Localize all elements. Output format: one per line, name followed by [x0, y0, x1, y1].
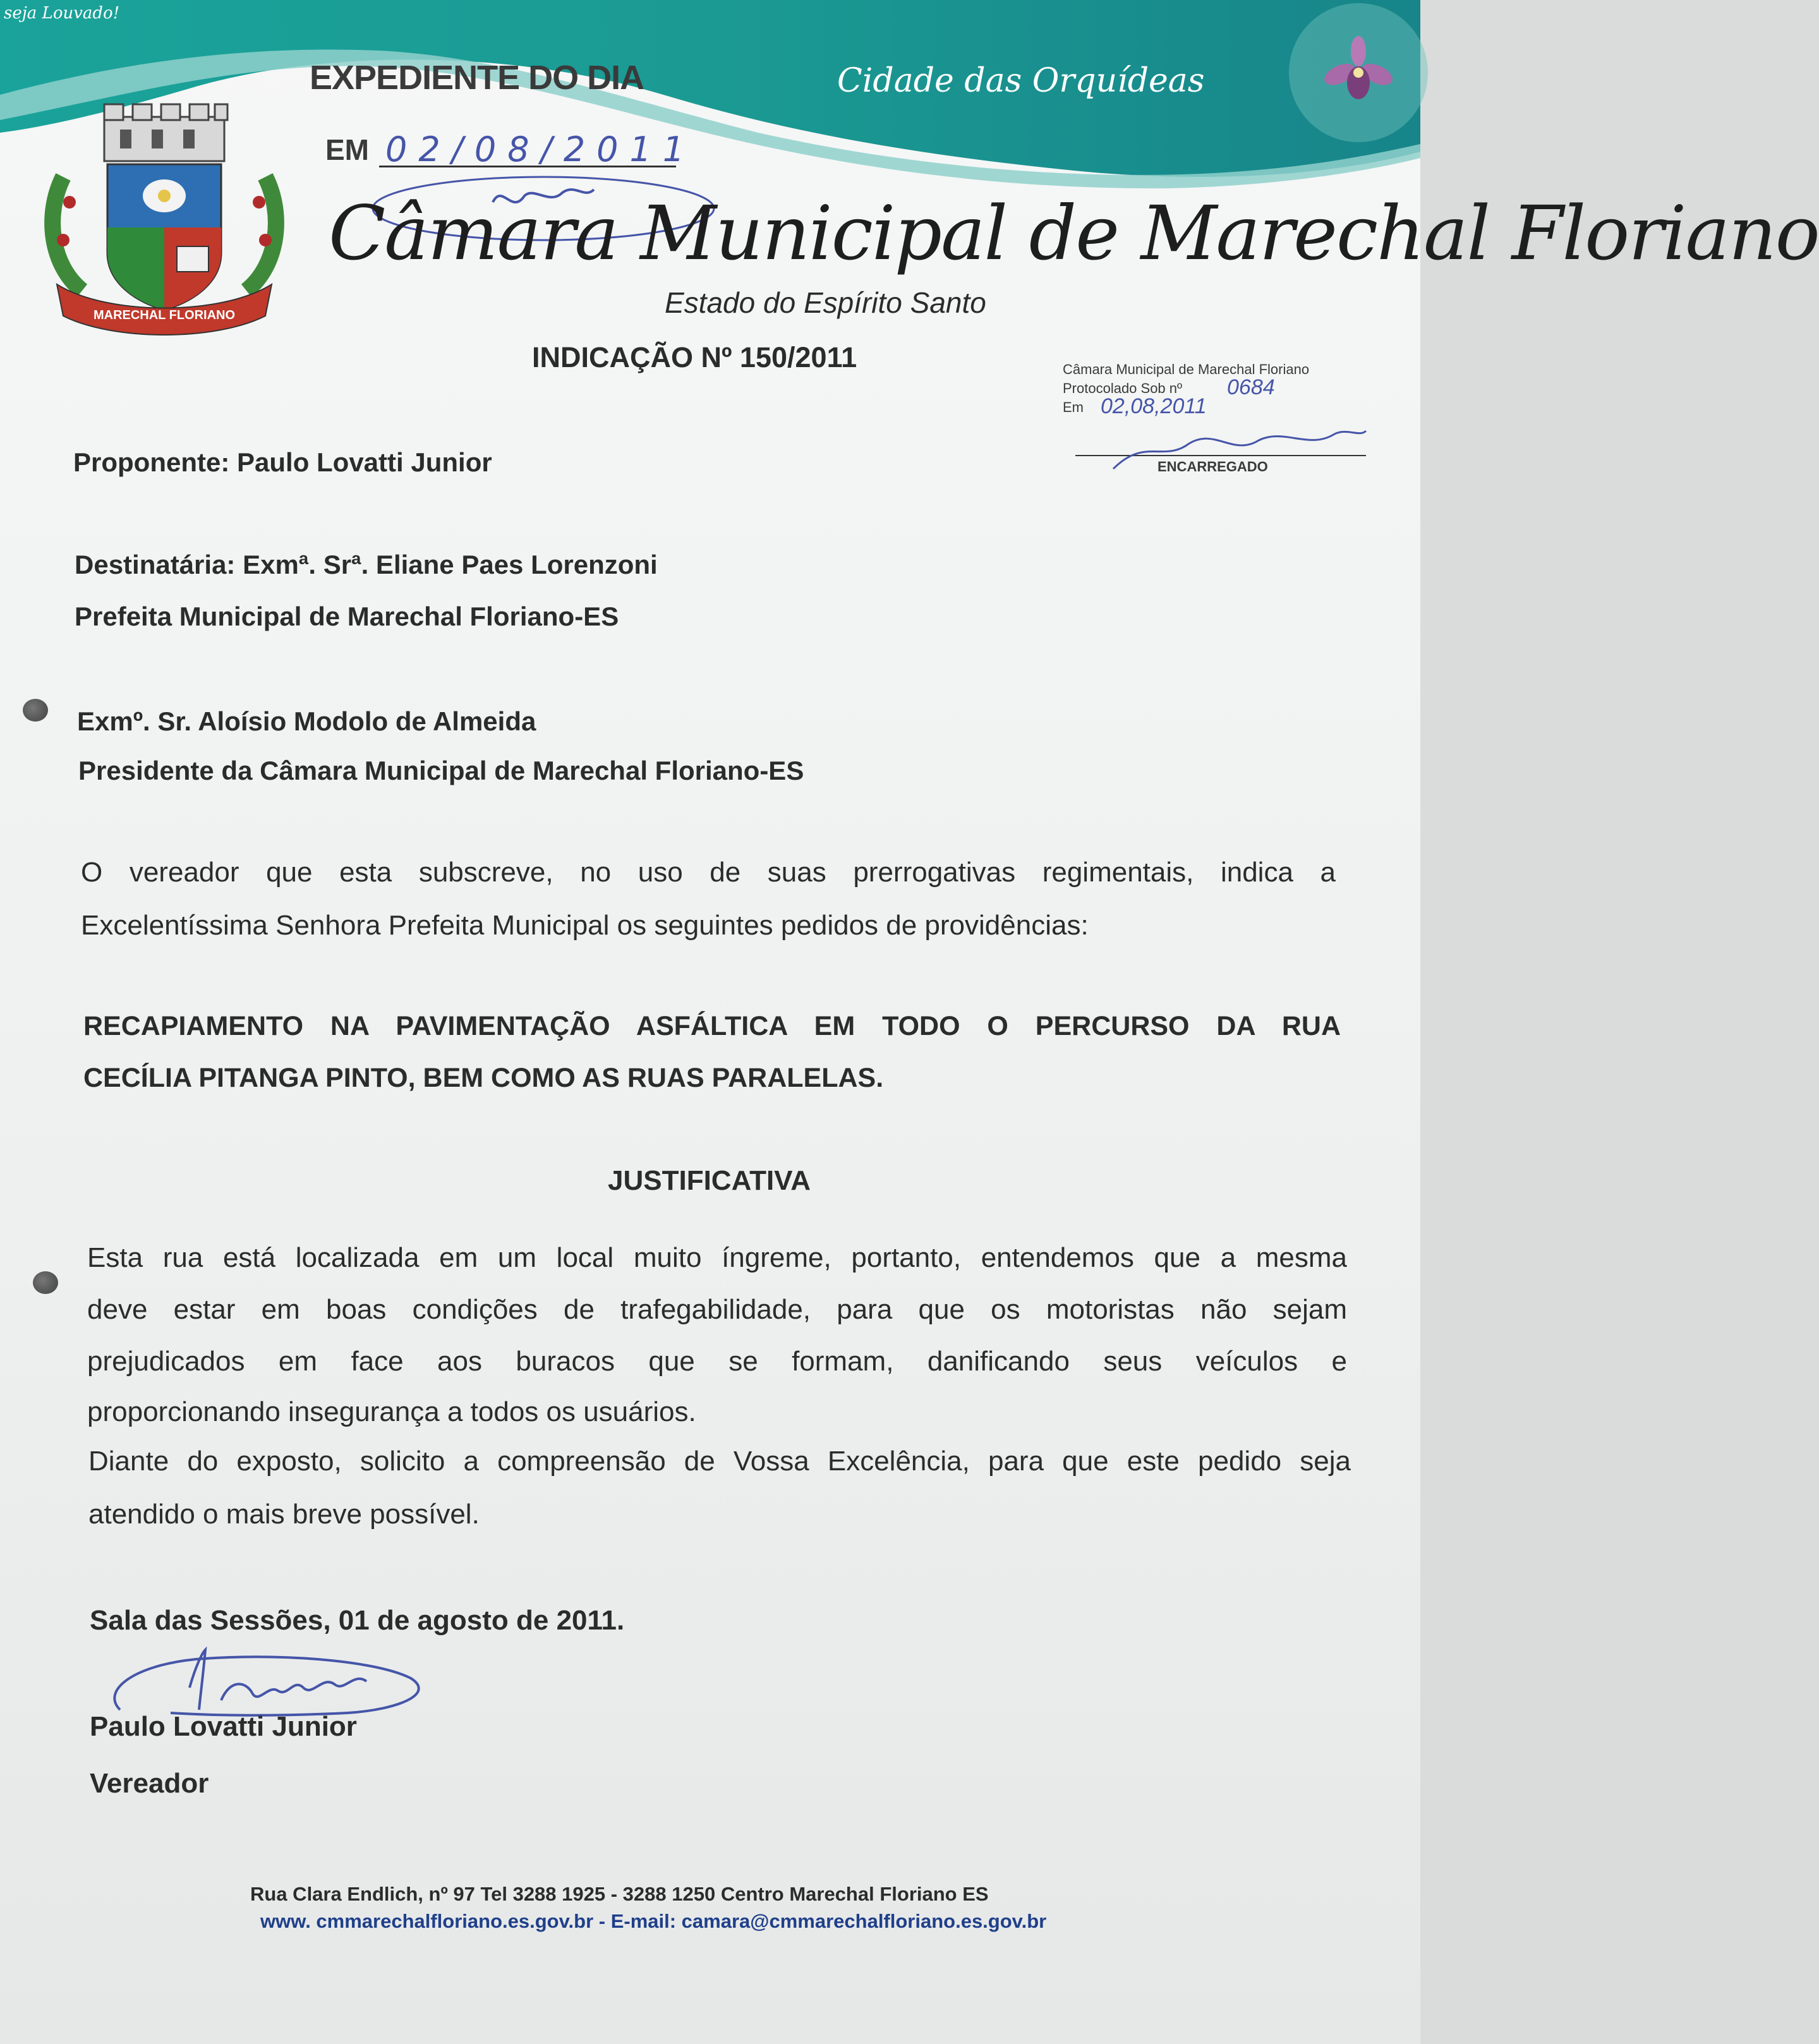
stamp-number: 0684 [1227, 375, 1275, 399]
motto-text: seja Louvado! [4, 4, 120, 23]
cidade-slogan: Cidade das Orquídeas [837, 62, 1205, 100]
justificativa-line2: deve estar em boas condições de trafegabilidade, para que os motoristas não sejam [87, 1294, 1347, 1325]
crown-icon [104, 104, 227, 161]
justificativa-line1: Esta rua está localizada em um local muito íngreme, portanto, entendemos que a mesma [87, 1242, 1347, 1273]
stamp-line-protocolado: Protocolado Sob nº [1063, 380, 1183, 396]
intro-line1: O vereador que esta subscreve, no uso de suas prerrogativas regimentais, indica a [81, 857, 1336, 888]
justificativa-line6: atendido o mais breve possível. [88, 1499, 480, 1530]
em-label: EM [325, 133, 369, 166]
pedido-line1: RECAPIAMENTO NA PAVIMENTAÇÃO ASFÁLTICA EM TODO O PERCURSO DA RUA [83, 1011, 1341, 1041]
handwritten-date: 02/08/2011 [385, 130, 696, 169]
punch-hole-bottom [33, 1271, 58, 1294]
crest-ribbon-text: MARECHAL FLORIANO [93, 308, 236, 322]
stamp-signature [1107, 425, 1372, 475]
footer-web-email: www. cmmarechalfloriano.es.gov.br - E-mail: camara@cmmarechalfloriano.es.gov.br [260, 1910, 1047, 1932]
stamp-line-em: Em [1063, 399, 1084, 415]
shield-icon [107, 164, 221, 310]
pedido-line2: CECÍLIA PITANGA PINTO, BEM COMO AS RUAS PARALELAS. [83, 1063, 884, 1093]
justificativa-line5: Diante do exposto, solicito a compreensão de Vossa Excelência, para que este pedido seja [88, 1446, 1351, 1477]
presidente-line2: Presidente da Câmara Municipal de Marechal Floriano-ES [78, 756, 804, 785]
stamp-date: 02,08,2011 [1101, 394, 1207, 418]
footer-address: Rua Clara Endlich, nº 97 Tel 3288 1925 - 3288 1250 Centro Marechal Floriano ES [250, 1883, 989, 1905]
estado-subtitle: Estado do Espírito Santo [665, 286, 986, 319]
stamp-line-camara: Câmara Municipal de Marechal Floriano [1063, 361, 1310, 377]
sala-das-sessoes: Sala das Sessões, 01 de agosto de 2011. [90, 1605, 625, 1636]
municipal-crest [44, 101, 284, 348]
camara-title: Câmara Municipal de Marechal Floriano [329, 190, 1819, 277]
justificativa-line3: prejudicados em face aos buracos que se formam, danificando seus veículos e [87, 1346, 1347, 1377]
destinataria-line2: Prefeita Municipal de Marechal Floriano-ES [75, 602, 619, 631]
intro-line2: Excelentíssima Senhora Prefeita Municipal os seguintes pedidos de providências: [81, 910, 1089, 941]
stamp-encarregado: ENCARREGADO [1157, 459, 1268, 475]
signature-name: Paulo Lovatti Junior [90, 1711, 357, 1742]
presidente-line1: Exmº. Sr. Aloísio Modolo de Almeida [77, 706, 536, 736]
expediente-title: EXPEDIENTE DO DIA [310, 59, 644, 97]
justificativa-line4: proporcionando insegurança a todos os usuários. [87, 1396, 696, 1427]
justificativa-title: JUSTIFICATIVA [608, 1165, 811, 1196]
protocol-stamp [1063, 361, 1379, 475]
destinataria-line1: Destinatária: Exmª. Srª. Eliane Paes Lorenzoni [75, 550, 658, 579]
punch-hole-top [23, 699, 48, 722]
proponente-line: Proponente: Paulo Lovatti Junior [73, 447, 492, 477]
signature-role: Vereador [90, 1768, 209, 1799]
indicacao-number: INDICAÇÃO Nº 150/2011 [532, 341, 857, 373]
